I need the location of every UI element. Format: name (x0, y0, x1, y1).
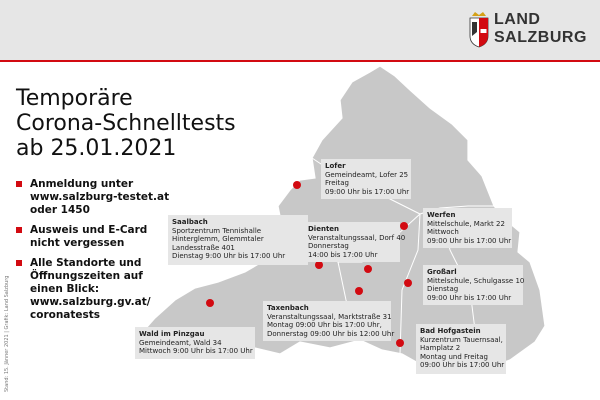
location-line: Mittwoch 9:00 Uhr bis 17:00 Uhr (139, 347, 253, 356)
pin-bad-hofgastein[interactable] (396, 339, 404, 347)
location-line: Hamplatz 2 (420, 344, 461, 353)
location-name: Großarl (427, 268, 457, 276)
title-line-3: ab 25.01.2021 (16, 136, 177, 161)
source-note: Stand: 15. Jänner 2021 | Grafik: Land Salzburg (4, 275, 10, 392)
location-line: Donnerstag 09:00 Uhr bis 12:00 Uhr (267, 329, 395, 338)
location-line: Veranstaltungssaal, Dorf 40 (308, 233, 406, 242)
location-line: Montag 09:00 Uhr bis 17:00 Uhr, (267, 321, 382, 330)
location-box-werfen (423, 208, 512, 248)
page-title (16, 86, 266, 161)
pin-lofer[interactable] (293, 181, 301, 189)
logo-text-land: LAND (494, 11, 541, 28)
bullet-id-card-text: Ausweis und E-Card nicht vergessen (30, 224, 148, 249)
location-line: Dienstag 9:00 Uhr bis 17:00 Uhr (172, 252, 286, 261)
location-name: Dienten (308, 225, 340, 233)
location-name: Werfen (427, 211, 456, 219)
location-line: Veranstaltungssaal, Marktstraße 31 (267, 312, 392, 321)
location-line: Gemeindeamt, Lofer 25 (325, 170, 409, 179)
bullet-id-card (16, 224, 176, 250)
location-name: Bad Hofgastein (420, 327, 481, 335)
pin-grossarl[interactable] (404, 279, 412, 287)
location-line: Dienstag (427, 285, 459, 294)
location-box-bad-hofgastein (416, 324, 506, 374)
pin-werfen[interactable] (400, 222, 408, 230)
location-line: 09:00 Uhr bis 17:00 Uhr (420, 361, 505, 370)
location-line: 14:00 bis 17:00 Uhr (308, 250, 378, 259)
pin-saalbach[interactable] (315, 261, 323, 269)
location-box-wald-im-pinzgau (135, 327, 255, 359)
location-box-saalbach (168, 215, 308, 265)
location-line: Hinterglemm, Glemmtaler (172, 235, 264, 244)
location-line: Kurzentrum Tauernsaal, (420, 335, 503, 344)
location-name: Wald im Pinzgau (139, 330, 205, 338)
location-line: 09:00 Uhr bis 17:00 Uhr (427, 236, 512, 245)
location-line: Mittwoch (427, 228, 459, 237)
location-line: Sportzentrum Tennishalle (172, 226, 262, 235)
bullet-registration (16, 178, 176, 217)
location-line: Mittelschule, Markt 22 (427, 219, 505, 228)
bullet-registration-text: Anmeldung unter www.salzburg-testet.at oder 1450 (30, 178, 170, 216)
location-name: Lofer (325, 162, 346, 170)
title-line-2: Corona-Schnelltests (16, 111, 236, 136)
bullet-locations-text: Alle Standorte und Öffnungszeiten auf einen Blick: www.salzburg.gv.at/ coronatests (30, 257, 151, 321)
location-line: Landesstraße 401 (172, 243, 235, 252)
logo-text-salzburg: SALZBURG (494, 29, 587, 46)
location-line: Freitag (325, 179, 349, 188)
location-box-grossarl (423, 265, 523, 305)
location-line: 09:00 Uhr bis 17:00 Uhr (427, 293, 512, 302)
location-box-taxenbach (263, 301, 395, 341)
location-line: 09:00 Uhr bis 17:00 Uhr (325, 187, 410, 196)
info-bullet-list (16, 178, 176, 329)
pin-dienten[interactable] (364, 265, 372, 273)
location-line: Mittelschule, Schulgasse 10 (427, 276, 525, 285)
bullet-locations (16, 257, 176, 322)
location-line: Montag und Freitag (420, 352, 488, 361)
title-line-1: Temporäre (16, 86, 133, 111)
pin-wald-im-pinzgau[interactable] (206, 299, 214, 307)
location-box-dienten (304, 222, 406, 262)
location-line: Donnerstag (308, 242, 349, 251)
location-line: Gemeindeamt, Wald 34 (139, 338, 222, 347)
location-box-lofer (321, 159, 411, 199)
pin-taxenbach[interactable] (355, 287, 363, 295)
location-name: Taxenbach (267, 304, 309, 312)
location-name: Saalbach (172, 218, 208, 226)
